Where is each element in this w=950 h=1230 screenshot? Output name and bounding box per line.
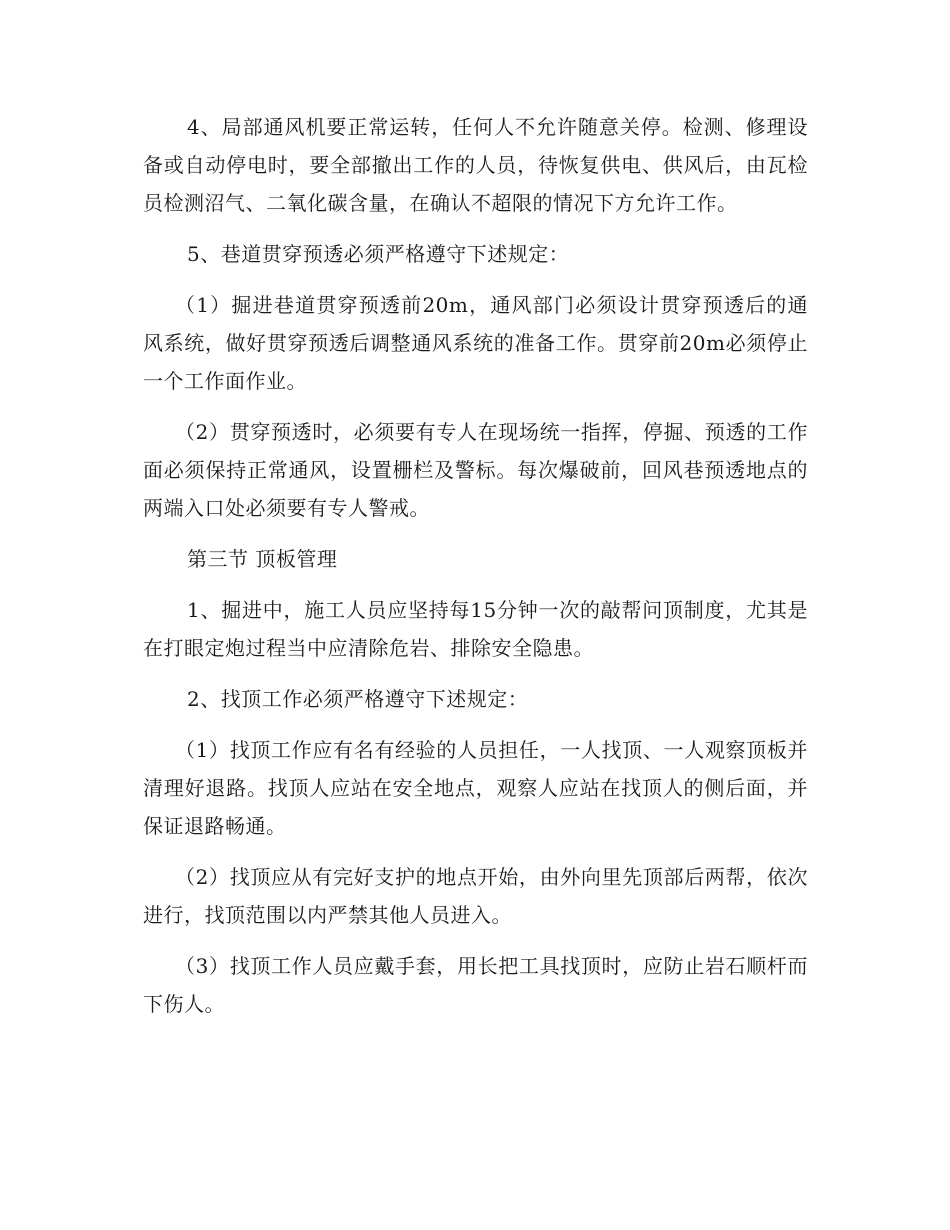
paragraph-scaling-rule-2: （2）找顶应从有完好支护的地点开始，由外向里先顶部后两帮，依次进行，找顶范围以内严禁其他人员进入。: [143, 865, 808, 927]
paragraph-tunnel-breakthrough-rules: 5、巷道贯穿预透必须严格遵守下述规定：: [187, 242, 570, 266]
paragraph-scaling-rule-3: （3）找顶工作人员应戴手套，用长把工具找顶时，应防止岩石顺杆而下伤人。: [143, 954, 808, 1016]
paragraph-breakthrough-rule-1: （1）掘进巷道贯穿预透前20m，通风部门必须设计贯穿预透后的通风系统，做好贯穿预透后调整通风系统的准备工作。贯穿前20m必须停止一个工作面作业。: [143, 293, 808, 393]
document-body: [143, 108, 808, 1036]
paragraph-roof-scaling-rules: 2、找顶工作必须严格遵守下述规定：: [187, 687, 529, 711]
paragraph-scaling-rule-1: （1）找顶工作应有名有经验的人员担任，一人找顶、一人观察顶板并清理好退路。找顶人应站在安全地点，观察人应站在找顶人的侧后面，并保证退路畅通。: [143, 738, 808, 838]
paragraph-breakthrough-rule-2: （2）贯穿预透时，必须要有专人在现场统一指挥，停掘、预透的工作面必须保持正常通风，设置栅栏及警标。每次爆破前，回风巷预透地点的两端入口处必须要有专人警戒。: [143, 420, 808, 520]
paragraph-roof-inspection: 1、掘进中，施工人员应坚持每15分钟一次的敲帮问顶制度，尤其是在打眼定炮过程当中应清除危岩、排除安全隐患。: [143, 598, 808, 660]
section-heading-roof-management: 第三节 顶板管理: [187, 547, 338, 571]
paragraph-ventilation-fan: 4、局部通风机要正常运转，任何人不允许随意关停。检测、修理设备或自动停电时，要全部撤出工作的人员，待恢复供电、供风后，由瓦检员检测沼气、二氧化碳含量，在确认不超限的情况下方允许工作。: [143, 115, 808, 215]
